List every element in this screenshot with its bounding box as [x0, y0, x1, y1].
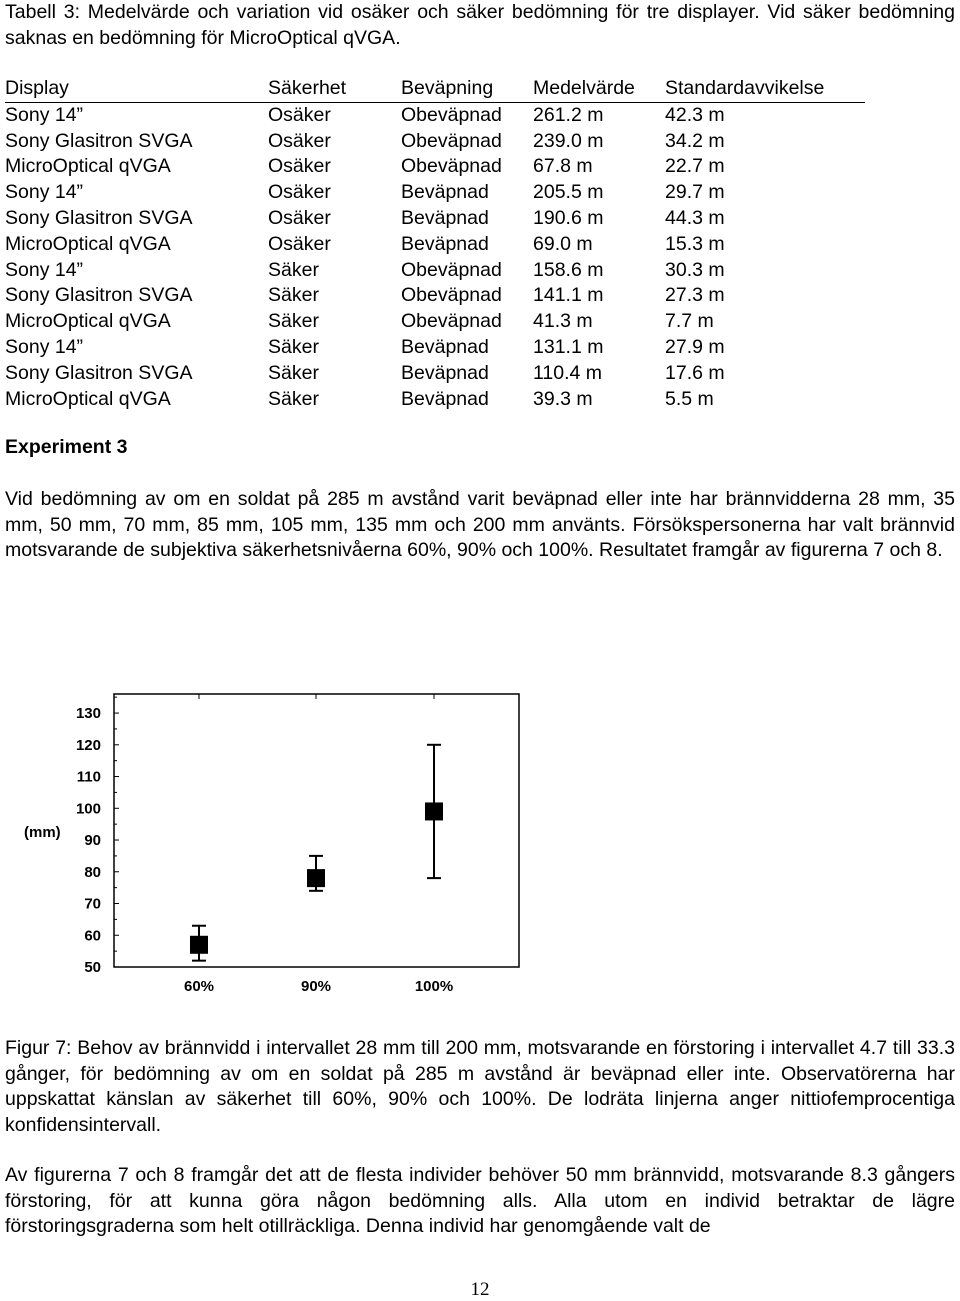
table-cell: 141.1 m	[533, 284, 604, 307]
table-cell: Säker	[268, 387, 319, 410]
table-cell: Obeväpnad	[401, 310, 502, 333]
table-cell: MicroOptical qVGA	[5, 232, 171, 255]
col-header-standardavvikelse: Standardavvikelse	[665, 76, 865, 102]
table-cell: 5.5 m	[665, 387, 714, 410]
table-cell: Obeväpnad	[401, 258, 502, 281]
plot-frame	[114, 694, 519, 967]
body-paragraph: Vid bedömning av om en soldat på 285 m avstånd varit beväpnad eller inte har brännvidderna 28 mm, 35 mm, 50 mm, 70 mm, 85 mm, 105 mm, 135 mm och 200 mm använts. Försökspersonerna har valt brännvid motsvarande de subjektiva säkerhetsnivåerna 60%, 90% och 100%. Resultatet framgår av figurerna 7 och 8.	[5, 488, 955, 561]
table-cell: Sony 14”	[5, 103, 84, 126]
col-header-display: Display	[5, 76, 268, 102]
table-cell: 239.0 m	[533, 129, 604, 152]
results-table	[5, 76, 865, 412]
page-number: 12	[470, 1279, 490, 1300]
table-cell: Sony Glasitron SVGA	[5, 361, 193, 384]
data-point	[425, 802, 443, 820]
y-tick-label: 130	[75, 705, 101, 723]
table-row	[5, 283, 865, 309]
col-header-sakerhet: Säkerhet	[268, 76, 401, 102]
y-axis-label: (mm)	[24, 824, 61, 841]
table-row	[5, 206, 865, 232]
table-cell: Obeväpnad	[401, 155, 502, 178]
table-row	[5, 309, 865, 335]
table-cell: 22.7 m	[665, 155, 725, 178]
table-cell: 44.3 m	[665, 206, 725, 229]
table-cell: MicroOptical qVGA	[5, 310, 171, 333]
table-cell: 131.1 m	[533, 335, 604, 358]
y-tick-label: 50	[84, 959, 101, 976]
x-tick-label: 100%	[414, 978, 454, 995]
table-cell: Säker	[268, 361, 319, 384]
table-cell: 34.2 m	[665, 129, 725, 152]
table-cell: 39.3 m	[533, 387, 593, 410]
table-cell: 42.3 m	[665, 103, 725, 126]
table-cell: Sony 14”	[5, 258, 84, 281]
table-cell: 17.6 m	[665, 361, 725, 384]
table-row	[5, 154, 865, 180]
table-cell: 261.2 m	[533, 103, 604, 126]
table-cell: 27.9 m	[665, 335, 725, 358]
table-cell: Obeväpnad	[401, 103, 502, 126]
table-cell: Obeväpnad	[401, 284, 502, 307]
table-header-row	[5, 76, 865, 102]
table-cell: 190.6 m	[533, 206, 604, 229]
table-row	[5, 335, 865, 361]
table-cell: Obeväpnad	[401, 129, 502, 152]
table-cell: 29.7 m	[665, 181, 725, 204]
table-row	[5, 232, 865, 258]
table-cell: 7.7 m	[665, 310, 714, 333]
x-tick-label: 90%	[300, 978, 332, 995]
table-cell: Osäker	[268, 129, 331, 152]
table-cell: Osäker	[268, 181, 331, 204]
table-caption: Tabell 3: Medelvärde och variation vid osäker och säker bedömning för tre displayer. Vid säker bedömning saknas en bedömning för MicroOptical qVGA.	[5, 1, 955, 49]
table-cell: Osäker	[268, 232, 331, 255]
table-row	[5, 102, 865, 128]
table-row	[5, 180, 865, 206]
data-point	[307, 869, 325, 887]
table-cell: 205.5 m	[533, 181, 604, 204]
table-cell: 67.8 m	[533, 155, 593, 178]
table-cell: Beväpnad	[401, 361, 489, 384]
table-cell: Säker	[268, 310, 319, 333]
table-cell: Sony Glasitron SVGA	[5, 206, 193, 229]
chart-marks	[190, 745, 443, 961]
table-cell: Osäker	[268, 103, 331, 126]
table-cell: 110.4 m	[533, 361, 603, 384]
table-row	[5, 387, 865, 413]
table-cell: 158.6 m	[533, 258, 604, 281]
table-cell: Sony 14”	[5, 181, 84, 204]
table-cell: Sony 14”	[5, 335, 84, 358]
chart-frame	[114, 694, 519, 967]
chart-axis	[24, 697, 453, 995]
table-row	[5, 129, 865, 155]
table-cell: 15.3 m	[665, 232, 725, 255]
table-cell: Säker	[268, 284, 319, 307]
table-row	[5, 258, 865, 284]
body-paragraph-2: Av figurerna 7 och 8 framgår det att de flesta individer behöver 50 mm brännvidd, motsvarande 8.3 gångers förstoring, för att kunna göra någon bedömning alls. Alla utom en individ betraktar de lägre förstoringsgraderna som helt otillräckliga. Denna individ har genomgående valt de	[5, 1164, 955, 1237]
chart	[0, 680, 960, 1010]
table-cell: 69.0 m	[533, 232, 593, 255]
table-cell: Beväpnad	[401, 232, 489, 255]
table-cell: Osäker	[268, 206, 331, 229]
table-row	[5, 361, 865, 387]
table-cell: MicroOptical qVGA	[5, 387, 171, 410]
table-cell: 30.3 m	[665, 258, 725, 281]
y-tick-label: 120	[75, 736, 101, 754]
table-cell: 27.3 m	[665, 284, 725, 307]
y-tick-label: 80	[84, 863, 101, 881]
y-tick-label: 110	[76, 768, 101, 786]
table-cell: Säker	[268, 258, 319, 281]
table-cell: MicroOptical qVGA	[5, 155, 171, 178]
y-tick-label: 90	[84, 832, 101, 850]
y-tick-label: 100	[75, 800, 101, 818]
figure-caption: Figur 7: Behov av brännvidd i intervallet 28 mm till 200 mm, motsvarande en förstoring i intervallet 4.7 till 33.3 gånger, för bedömning av om en soldat på 285 m avstånd är beväpnad eller inte. Observatörerna har uppskattat känslan av säkerhet till 60%, 90% och 100%. De lodräta linjerna anger nittiofemprocentiga konfidensintervall.	[5, 1037, 955, 1136]
x-tick-label: 60%	[183, 978, 215, 995]
table-cell: Beväpnad	[401, 206, 489, 229]
section-heading: Experiment 3	[5, 436, 128, 458]
col-header-bevapning: Beväpning	[401, 76, 533, 102]
table-cell: Säker	[268, 335, 319, 358]
table-cell: Beväpnad	[401, 181, 489, 204]
table-cell: Beväpnad	[401, 387, 489, 410]
y-tick-label: 70	[84, 895, 101, 913]
table-cell: Beväpnad	[401, 335, 489, 358]
data-point	[190, 936, 208, 954]
table-cell: Sony Glasitron SVGA	[5, 284, 193, 307]
table-cell: Osäker	[268, 155, 331, 178]
y-tick-label: 60	[84, 927, 101, 945]
table-cell: Sony Glasitron SVGA	[5, 129, 193, 152]
col-header-medelvarde: Medelvärde	[533, 76, 665, 102]
table-cell: 41.3 m	[533, 310, 593, 333]
